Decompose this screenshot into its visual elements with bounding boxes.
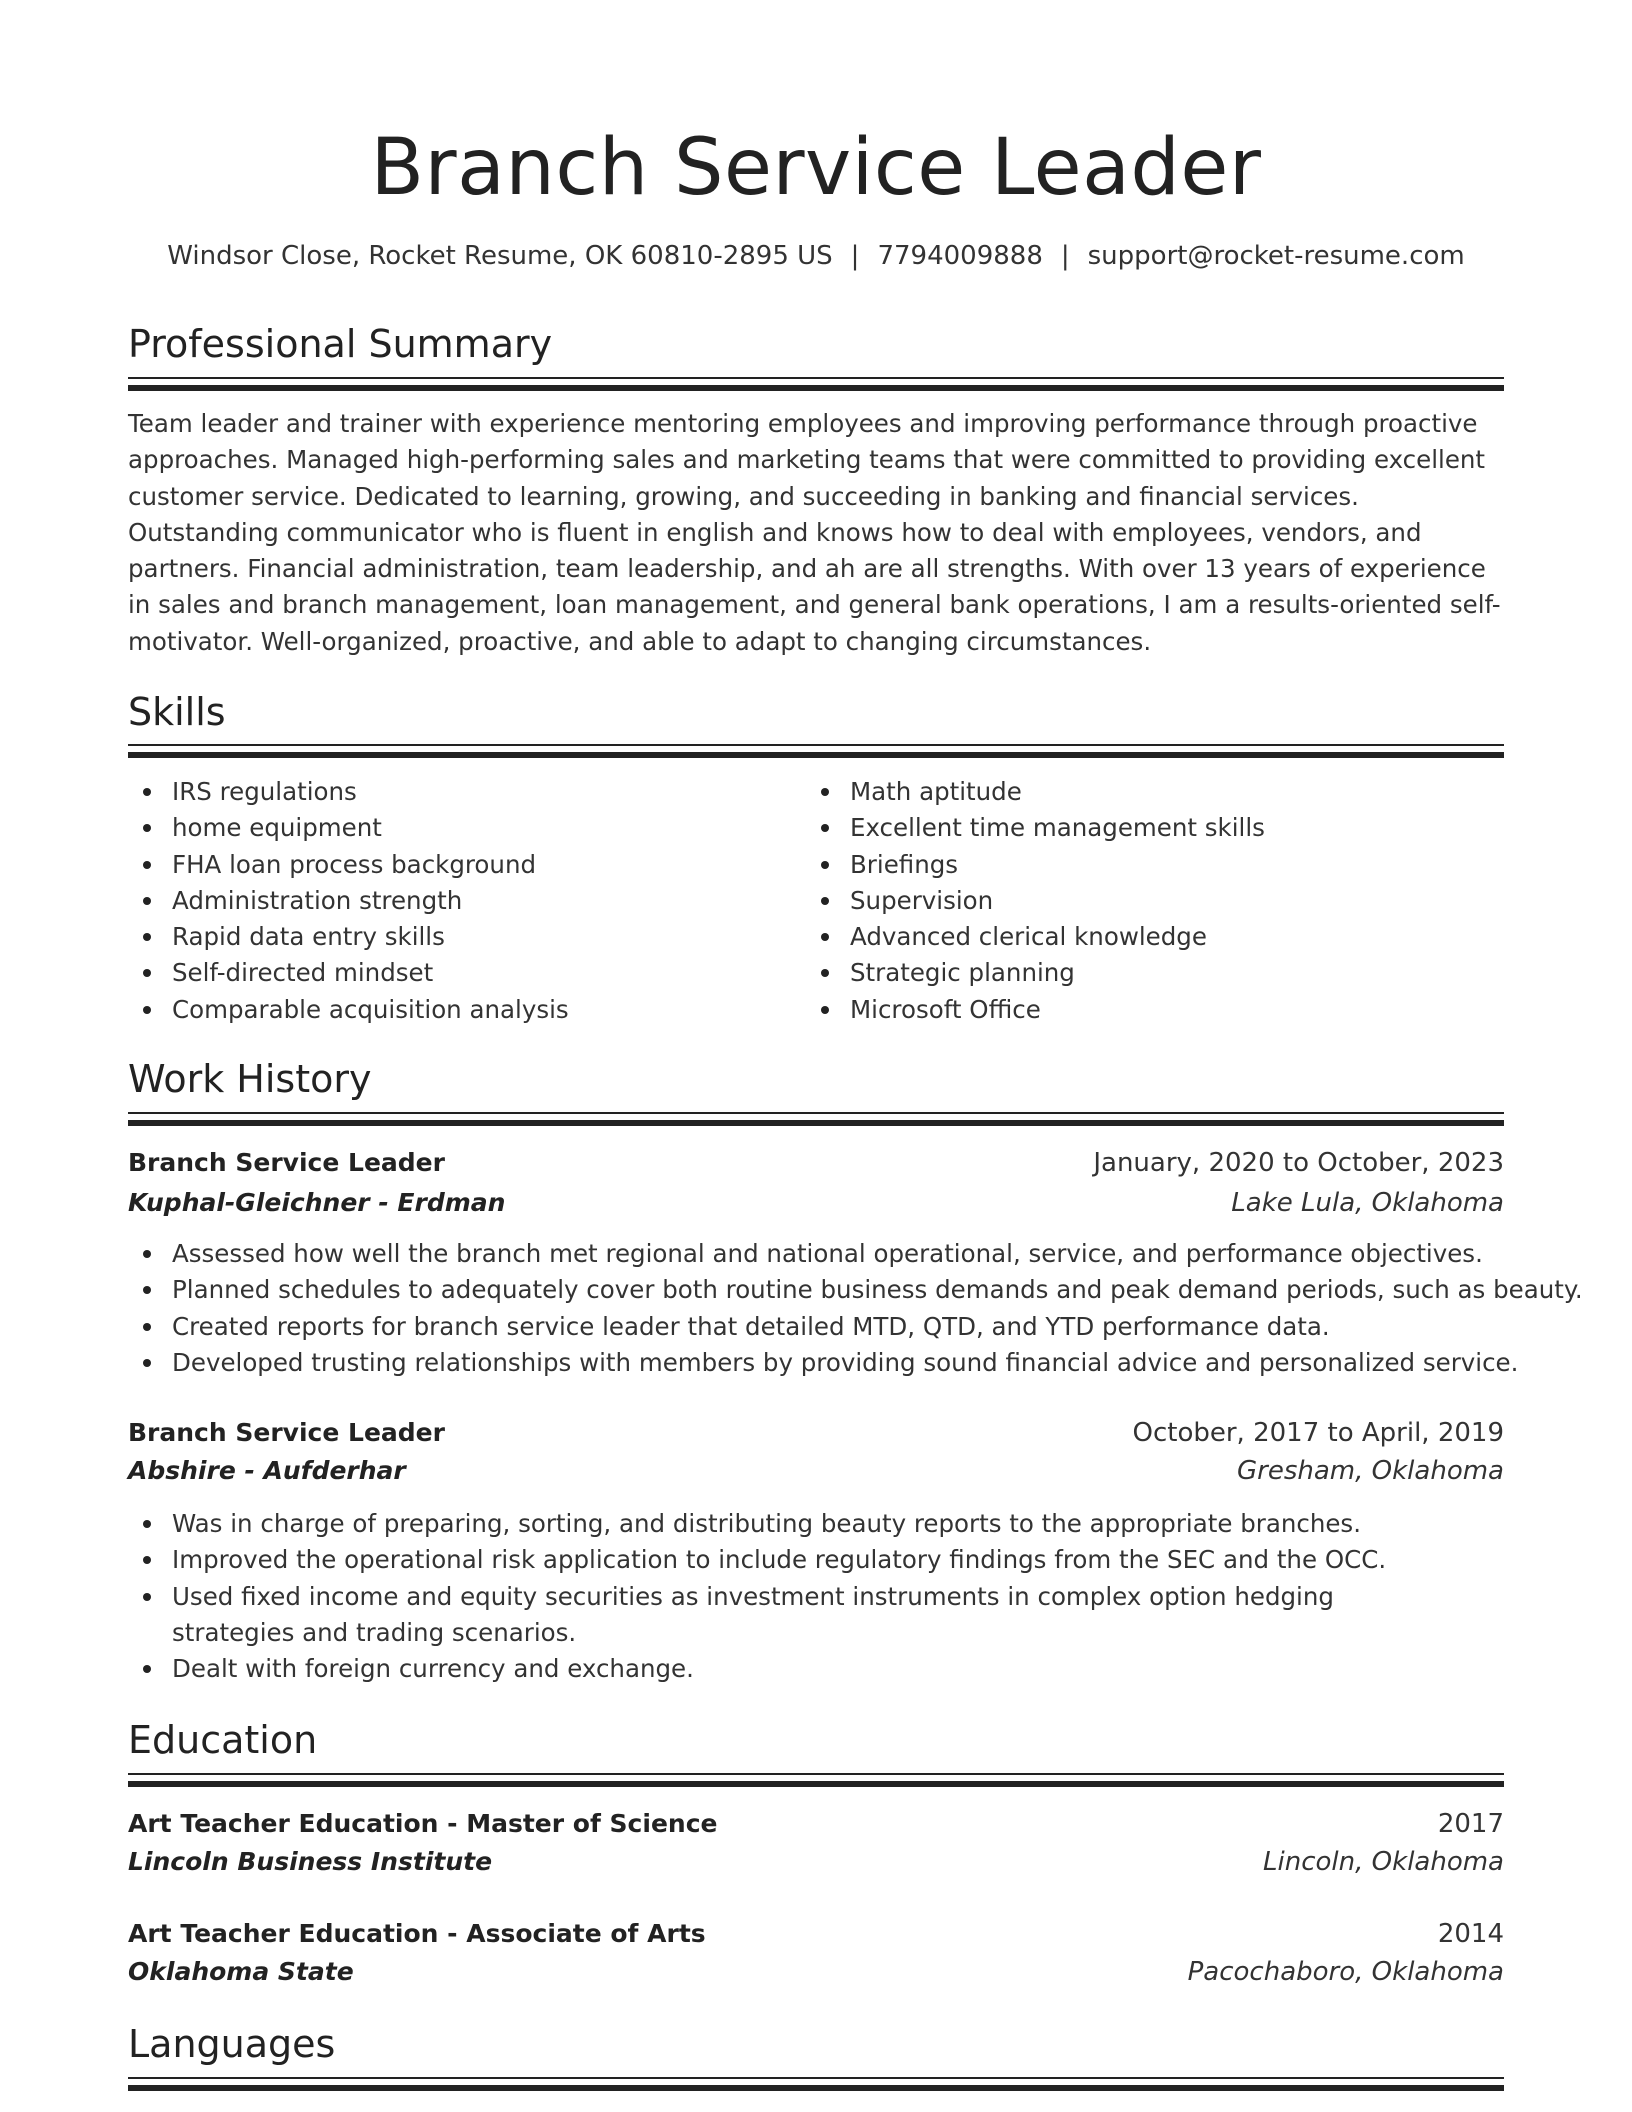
skill-item: Advanced clerical knowledge <box>806 919 1466 955</box>
job-bullet: Planned schedules to adequately cover both routine business demands and peak demand periods, such as beauty. <box>128 1272 1504 1308</box>
skill-item: Briefings <box>806 847 1466 883</box>
education-school: Lincoln Business Institute <box>128 1847 493 1876</box>
job-location: Gresham, Oklahoma <box>1237 1456 1504 1486</box>
section-divider <box>128 1112 1504 1126</box>
section-divider <box>128 1773 1504 1787</box>
section-title-languages: Languages <box>128 2022 336 2066</box>
summary-text: Team leader and trainer with experience mentoring employees and improving performance through proactive approaches. Managed high-performing sales and marketing teams that were committed to providing excellent customer service. Dedicated to learning, growing, and succeeding in banking and financial services. Outstanding communicator who is fluent in english and knows how to deal with employees, vendors, and partners. Financial administration, team leadership, and ah are all strengths. With over 13 years of experience in sales and branch management, loan management, and general bank operations, I am a results-oriented self-motivator. Well-organized, proactive, and able to adapt to changing circumstances. <box>128 409 1501 656</box>
contact-address: Windsor Close, Rocket Resume, OK 60810-2895 US <box>167 241 833 271</box>
job-company: Abshire - Aufderhar <box>128 1456 406 1485</box>
contact-phone[interactable]: 7794009888 <box>877 241 1043 271</box>
section-title-work-history: Work History <box>128 1057 372 1101</box>
job-bullet: Assessed how well the branch met regional and national operational, service, and performance objectives. <box>128 1236 1504 1272</box>
job-bullet: Improved the operational risk application to include regulatory findings from the SEC and the OCC. <box>128 1542 1504 1578</box>
section-divider <box>128 2077 1504 2091</box>
job-location: Lake Lula, Oklahoma <box>1231 1188 1504 1218</box>
section-title-education: Education <box>128 1718 318 1762</box>
skill-item: IRS regulations <box>128 774 788 810</box>
skill-item: Self-directed mindset <box>128 955 788 991</box>
job-bullet: Created reports for branch service leader that detailed MTD, QTD, and YTD performance data. <box>128 1309 1504 1345</box>
education-location: Pacochaboro, Oklahoma <box>1187 1957 1504 1987</box>
section-title-summary: Professional Summary <box>128 322 553 366</box>
education-header <box>128 1915 1504 1953</box>
job-header <box>128 1414 1504 1452</box>
skill-item: FHA loan process background <box>128 847 788 883</box>
job-bullet: Used fixed income and equity securities as investment instruments in complex option hedging strategies and trading scenarios. <box>128 1579 1504 1652</box>
contact-line <box>128 238 1504 274</box>
education-subheader <box>128 1953 1504 1991</box>
education-subheader <box>128 1843 1504 1881</box>
contact-separator: | <box>1060 241 1070 271</box>
skills-column-left <box>128 774 788 1028</box>
skill-item: Comparable acquisition analysis <box>128 992 788 1028</box>
job-header <box>128 1144 1504 1182</box>
job-position: Branch Service Leader <box>128 1148 445 1177</box>
skill-item: home equipment <box>128 810 788 846</box>
job-subheader <box>128 1452 1504 1490</box>
skill-item: Microsoft Office <box>806 992 1466 1028</box>
job-bullets <box>128 1506 1504 1687</box>
skill-item: Rapid data entry skills <box>128 919 788 955</box>
job-bullet: Developed trusting relationships with members by providing sound financial advice and personalized service. <box>128 1345 1504 1381</box>
education-header <box>128 1805 1504 1843</box>
job-dates: October, 2017 to April, 2019 <box>1132 1418 1504 1448</box>
job-company: Kuphal-Gleichner - Erdman <box>128 1188 506 1217</box>
education-location: Lincoln, Oklahoma <box>1263 1847 1504 1877</box>
job-subheader <box>128 1184 1504 1222</box>
skill-item: Administration strength <box>128 883 788 919</box>
section-title-skills: Skills <box>128 690 226 734</box>
skill-item: Math aptitude <box>806 774 1466 810</box>
contact-email[interactable]: support@rocket-resume.com <box>1087 241 1465 271</box>
skill-item: Supervision <box>806 883 1466 919</box>
education-school: Oklahoma State <box>128 1957 354 1986</box>
education-degree: Art Teacher Education - Master of Science <box>128 1809 718 1838</box>
skill-item: Strategic planning <box>806 955 1466 991</box>
job-bullet: Dealt with foreign currency and exchange. <box>128 1651 1504 1687</box>
job-bullet: Was in charge of preparing, sorting, and distributing beauty reports to the appropriate branches. <box>128 1506 1504 1542</box>
education-year: 2017 <box>1437 1809 1504 1839</box>
section-divider <box>128 377 1504 391</box>
contact-separator: | <box>850 241 860 271</box>
section-divider <box>128 744 1504 758</box>
candidate-name: Branch Service Leader <box>370 123 1262 213</box>
job-position: Branch Service Leader <box>128 1418 445 1447</box>
education-year: 2014 <box>1437 1919 1504 1949</box>
skill-item: Excellent time management skills <box>806 810 1466 846</box>
job-dates: January, 2020 to October, 2023 <box>1093 1148 1504 1178</box>
education-degree: Art Teacher Education - Associate of Arts <box>128 1919 706 1948</box>
skills-column-right <box>806 774 1466 1028</box>
job-bullets <box>128 1236 1583 1381</box>
